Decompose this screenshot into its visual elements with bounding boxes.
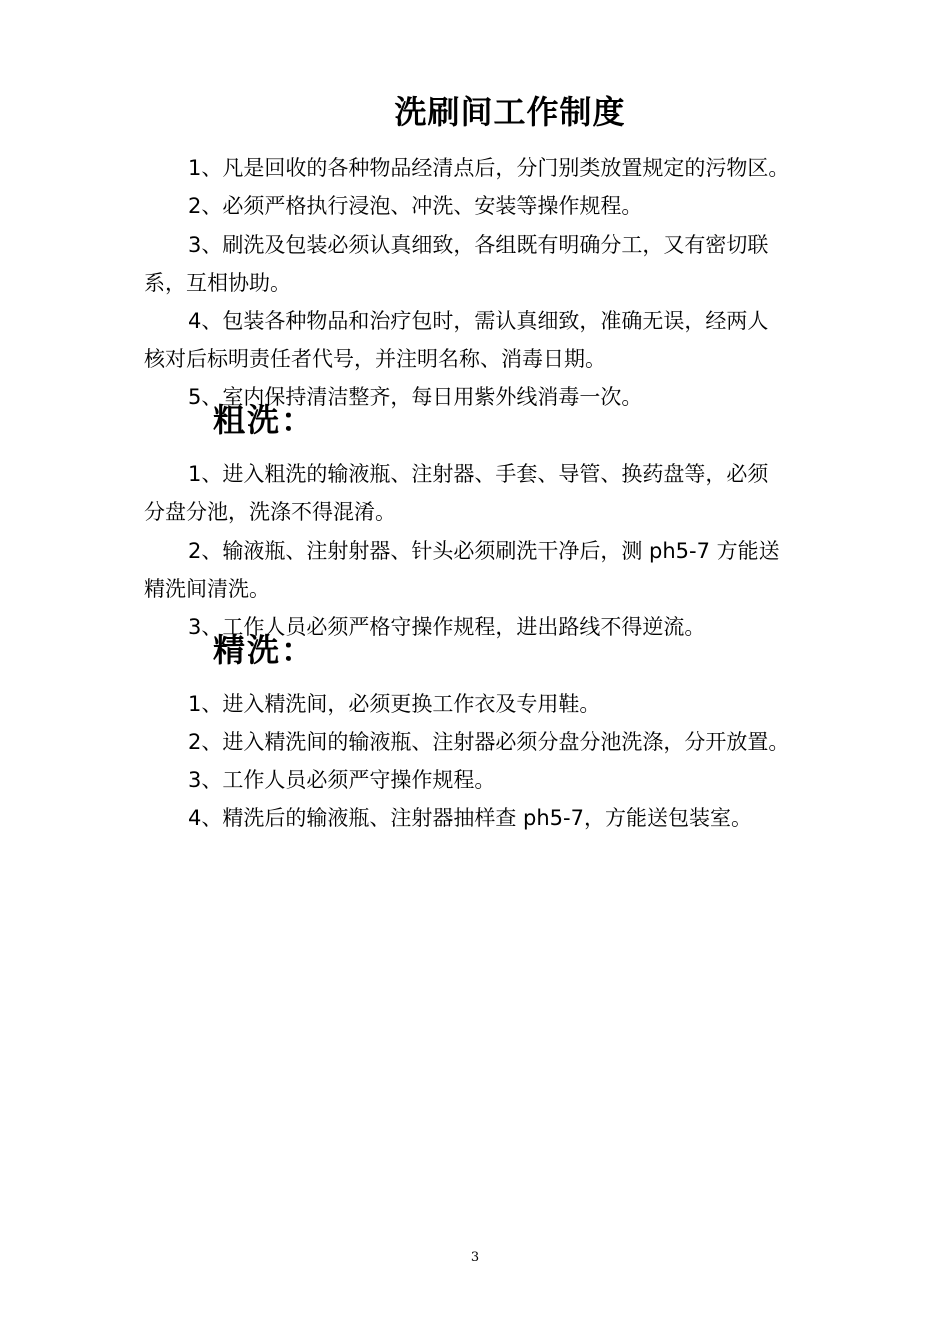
document-title: 洗刷间工作制度 <box>394 93 626 131</box>
fine-wash-item-4: 4、精洗后的输液瓶、注射器抽样查 ph5-7，方能送包装室。 <box>188 806 752 830</box>
general-item-1: 1、凡是回收的各种物品经清点后，分门别类放置规定的污物区。 <box>188 156 790 180</box>
rough-wash-item-3: 3、工作人员必须严格守操作规程，进出路线不得逆流。 <box>188 615 706 639</box>
general-item-2: 2、必须严格执行浸泡、冲洗、安装等操作规程。 <box>188 194 643 218</box>
fine-wash-heading: 精洗： <box>213 631 316 669</box>
rough-wash-item-2-line-1: 2、输液瓶、注射射器、针头必须刷洗干净后，测 ph5-7 方能送 <box>188 539 780 563</box>
general-item-3-line-2: 系，互相协助。 <box>144 271 291 295</box>
general-item-5: 5、室内保持清洁整齐，每日用紫外线消毒一次。 <box>188 385 643 409</box>
fine-wash-item-3: 3、工作人员必须严守操作规程。 <box>188 768 496 792</box>
general-item-3-line-1: 3、刷洗及包装必须认真细致，各组既有明确分工，又有密切联 <box>188 233 769 257</box>
general-item-4-line-2: 核对后标明责任者代号，并注明名称、消毒日期。 <box>144 347 606 371</box>
fine-wash-item-1: 1、进入精洗间，必须更换工作衣及专用鞋。 <box>188 692 601 716</box>
rough-wash-heading: 粗洗： <box>213 401 316 439</box>
page-number: 3 <box>470 1250 480 1265</box>
rough-wash-item-2-line-2: 精洗间清洗。 <box>144 577 270 601</box>
rough-wash-item-1-line-2: 分盘分池，洗涤不得混淆。 <box>144 500 396 524</box>
general-item-4-line-1: 4、包装各种物品和治疗包时，需认真细致，准确无误，经两人 <box>188 309 769 333</box>
rough-wash-item-1-line-1: 1、进入粗洗的输液瓶、注射器、手套、导管、换药盘等，必须 <box>188 462 769 486</box>
fine-wash-item-2: 2、进入精洗间的输液瓶、注射器必须分盘分池洗涤，分开放置。 <box>188 730 790 754</box>
